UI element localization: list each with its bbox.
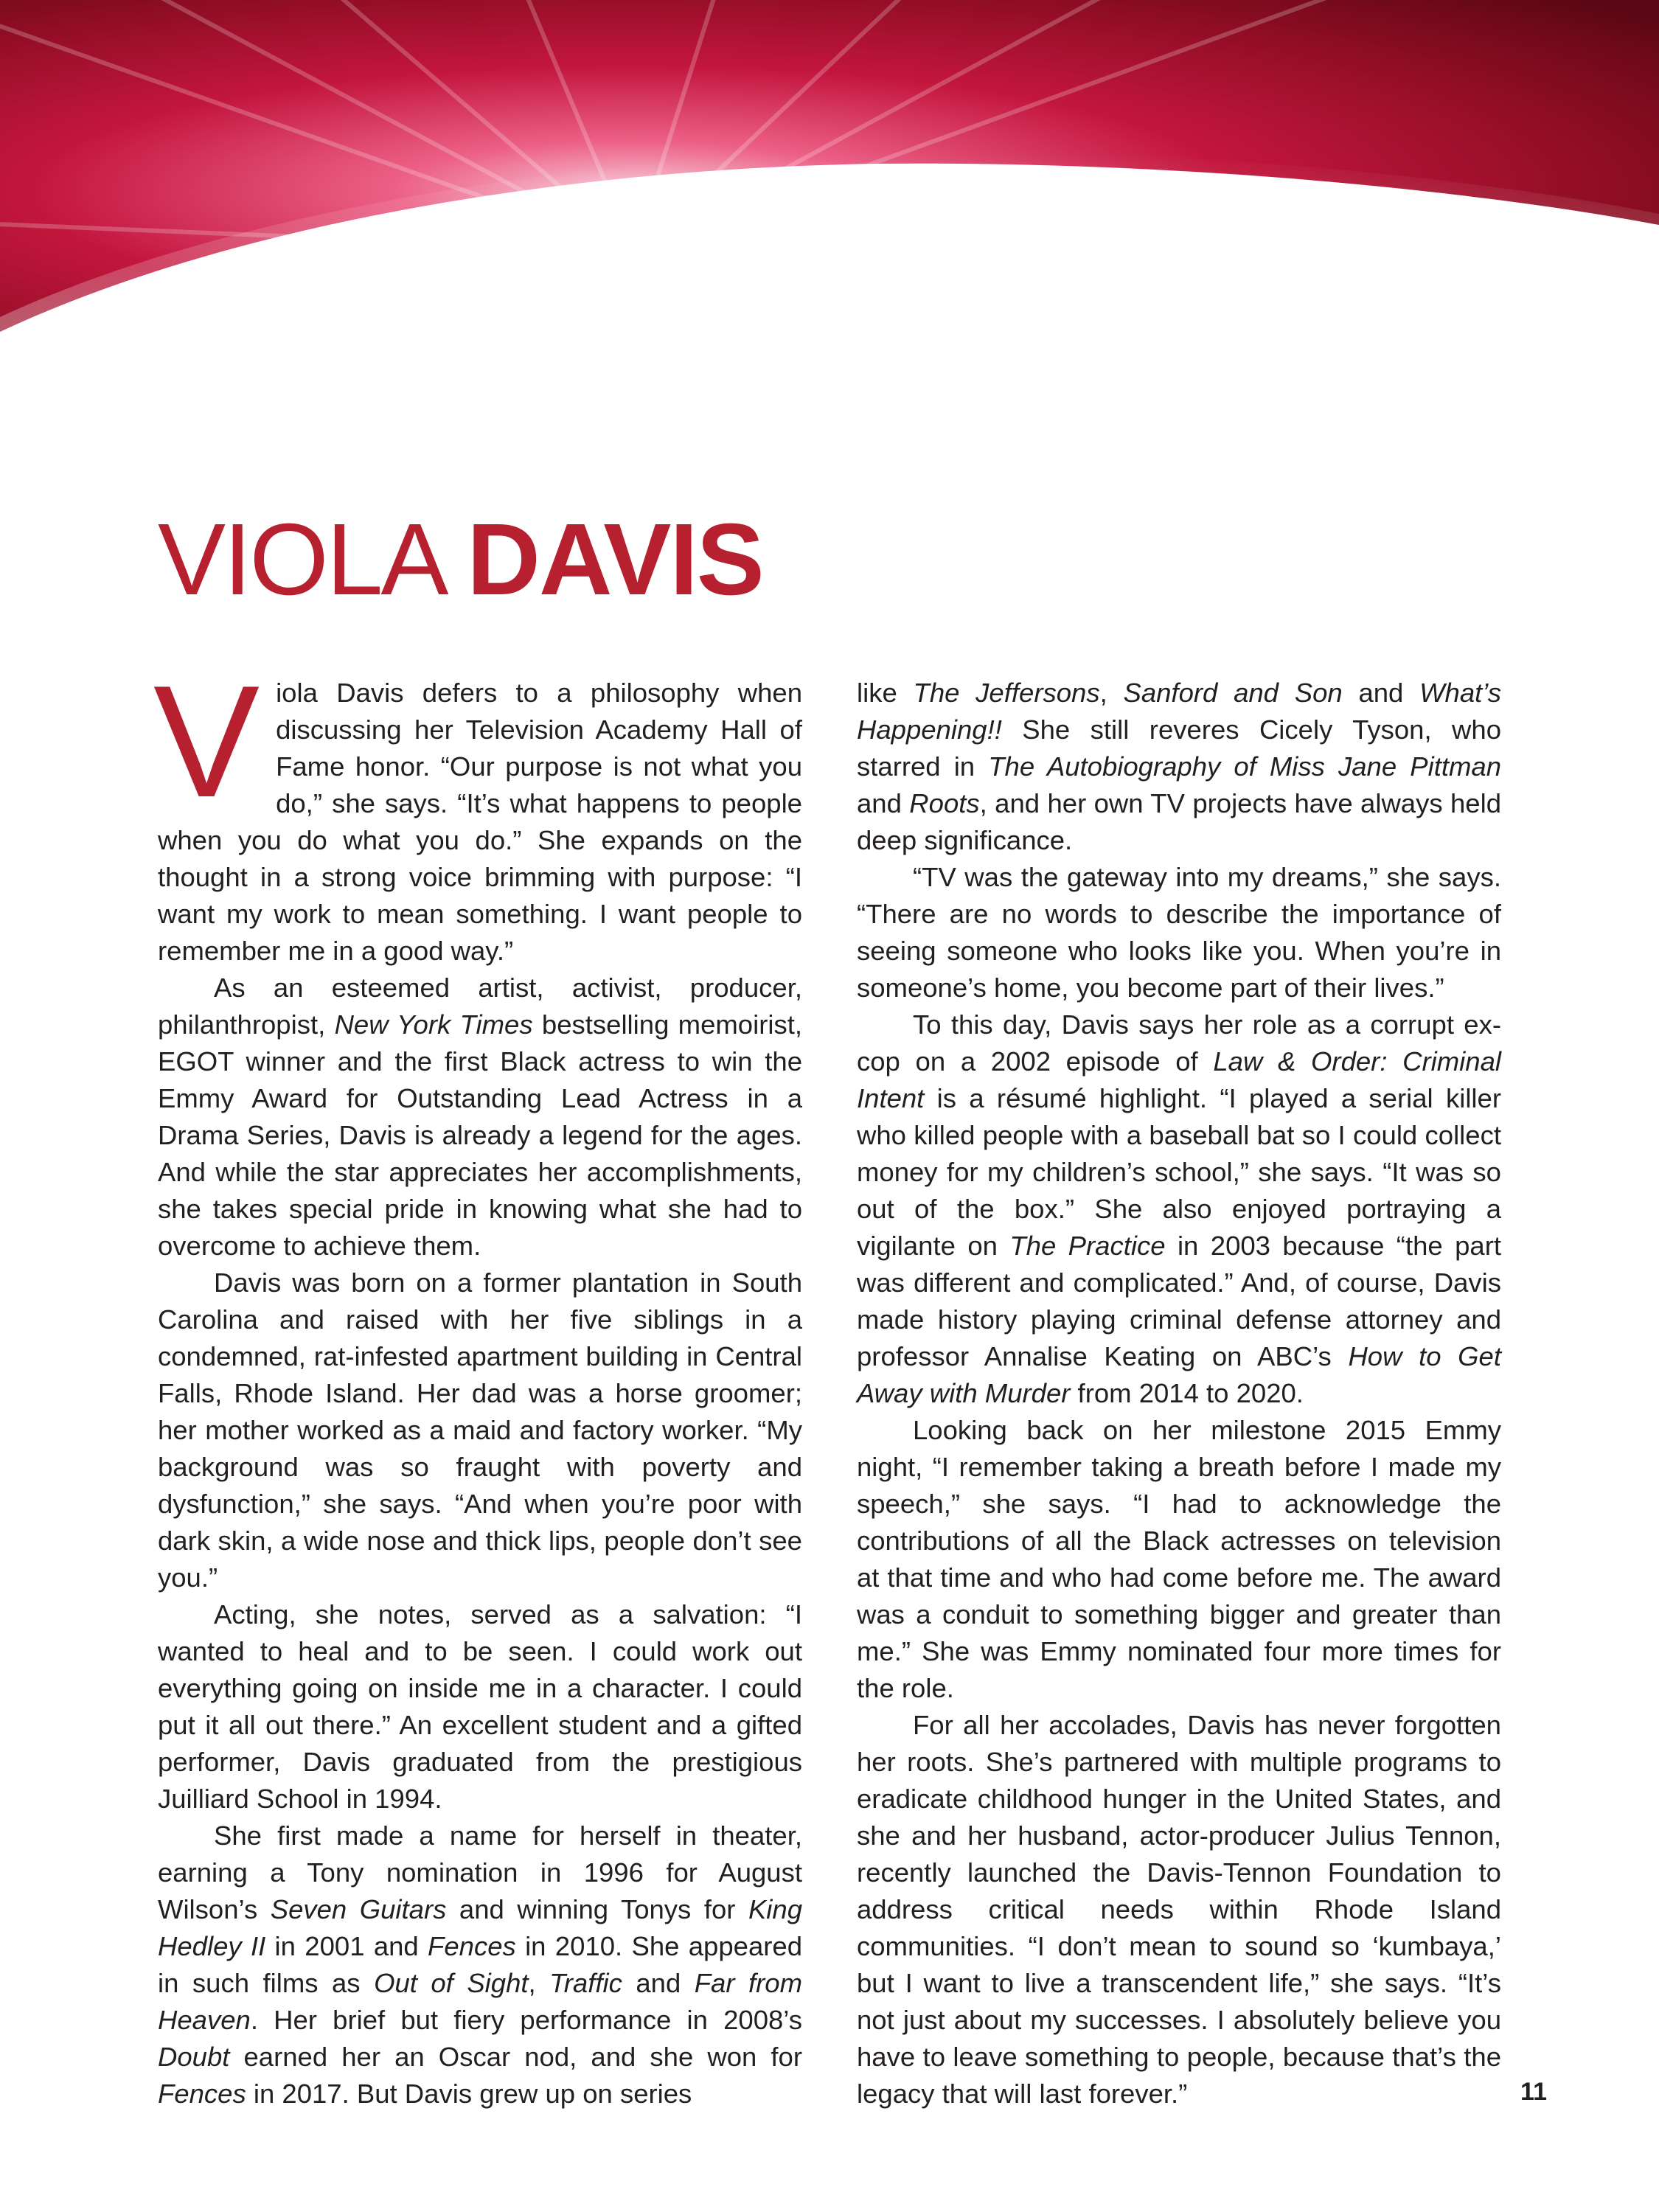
italic-title: Fences [428, 1931, 516, 1961]
article-column-left [153, 652, 802, 2112]
article-title [158, 503, 763, 616]
text-run: in 2003 because “the part was different and complicated.” And, of course, Davis made history playing criminal defense attorney and professor Annalise Keating on ABC’s [857, 1231, 1501, 1371]
paragraph [158, 970, 802, 1265]
article-column-right [857, 675, 1501, 2112]
text-run: As an esteemed artist, activist, producer, philanthropist, [158, 973, 802, 1040]
text-run: , and her own TV projects have always held deep significance. [857, 788, 1502, 855]
italic-title: Far from Heaven [158, 1968, 802, 2035]
drop-cap: V [153, 652, 260, 830]
paragraph [857, 1006, 1501, 1412]
title-first-name: VIOLA [158, 503, 441, 616]
title-last-name: DAVIS [467, 503, 763, 616]
text-run: She first made a name for herself in theater, earning a Tony nomination in 1996 for August Wilson’s [158, 1820, 802, 1924]
text-run: Acting, she notes, served as a salvation: “I wanted to heal and to be seen. I could work out everything going on inside me in a character. I could put it all out there.” An excellent student and a gifted performer, Davis graduated from the prestigious Juilliard School in 1994. [158, 1599, 802, 1814]
text-run: For all her accolades, Davis has never forgotten her roots. She’s partnered with multiple programs to eradicate childhood hunger in the United States, and she and her husband, actor-producer Julius Tennon, recently launched the Davis-Tennon Foundation to address critical needs within Rhode Island communities. “I don’t mean to sound so ‘kumbaya,’ but I want to live a transcendent life,” she says. “It’s not just about my successes. I absolutely believe you have to leave something to people, because that’s the legacy that will last forever.” [857, 1710, 1501, 2109]
page-number: 11 [1520, 2078, 1547, 2106]
paragraph [153, 652, 802, 970]
italic-title: Traffic [549, 1968, 622, 1998]
italic-title: Law & Order: Criminal Intent [857, 1046, 1502, 1113]
text-run: in 2010. She appeared in such films as [158, 1931, 802, 1998]
italic-title: Out of Sight [374, 1968, 529, 1998]
text-run: To this day, Davis says her role as a corrupt ex-cop on a 2002 episode of [857, 1009, 1501, 1077]
italic-title: The Practice [1009, 1231, 1166, 1261]
italic-title: King Hedley II [158, 1894, 802, 1961]
text-run: bestselling memoirist, EGOT winner and the first Black actress to win the Emmy Award for Outstanding Lead Actress in a Drama Series, Davis is already a legend for the ages. And while the star appreciates her accomplishments, she takes special pride in knowing what she had to overcome to achieve them. [158, 1009, 802, 1261]
paragraph [857, 1412, 1501, 1707]
text-run: “TV was the gateway into my dreams,” she says. “There are no words to describe the importance of seeing someone who looks like you. When you’re in someone’s home, you become part of their lives.” [857, 862, 1501, 1003]
text-run: from 2014 to 2020. [1070, 1378, 1304, 1408]
text-run: in 2001 and [265, 1931, 428, 1961]
hero-banner [0, 0, 1659, 347]
italic-title: What’s Happening!! [857, 678, 1501, 745]
italic-title: New York Times [334, 1009, 533, 1040]
text-run: and [1342, 678, 1420, 708]
text-run: She still reveres Cicely Tyson, who starred in [857, 714, 1501, 782]
text-run: like [857, 678, 914, 708]
text-run: . Her brief but fiery performance in 2008’s [250, 2005, 802, 2035]
paragraph [857, 859, 1501, 1006]
text-run: in 2017. But Davis grew up on series [246, 2079, 692, 2109]
text-run: earned her an Oscar nod, and she won for [229, 2042, 802, 2072]
italic-title: Seven Guitars [270, 1894, 447, 1924]
text-run: and [857, 788, 910, 818]
text-run: iola Davis defers to a philosophy when discussing her Television Academy Hall of Fame honor. “Our purpose is not what you do,” she says. “It’s what happens to people when you do what you do.” She expands on the thought in a strong voice brimming with purpose: “I want my work to mean something. I want people to remember me in a good way.” [158, 678, 802, 966]
italic-title: Sanford and Son [1123, 678, 1343, 708]
text-run: is a résumé highlight. “I played a serial killer who killed people with a baseball bat so I could collect money for my children’s school,” she says. “It was so out of the box.” She also enjoyed portraying a vigilante on [857, 1083, 1501, 1261]
paragraph [857, 1707, 1501, 2112]
italic-title: Roots [909, 788, 980, 818]
italic-title: Fences [158, 2079, 246, 2109]
text-run: and [622, 1968, 695, 1998]
paragraph [158, 1596, 802, 1818]
italic-title: The Autobiography of Miss Jane Pittman [988, 751, 1502, 782]
paragraph [158, 1818, 802, 2112]
italic-title: The Jeffersons [913, 678, 1100, 708]
text-run: , [528, 1968, 550, 1998]
text-run: Looking back on her milestone 2015 Emmy night, “I remember taking a breath before I made my speech,” she says. “I had to acknowledge the contributions of all the Black actresses on television at that time and who had come before me. The award was a conduit to something bigger and greater than me.” She was Emmy nominated four more times for the role. [857, 1415, 1501, 1703]
text-run: Davis was born on a former plantation in South Carolina and raised with her five siblings in a condemned, rat-infested apartment building in Central Falls, Rhode Island. Her dad was a horse groomer; her mother worked as a maid and factory worker. “My background was so fraught with poverty and dysfunction,” she says. “And when you’re poor with dark skin, a wide nose and thick lips, people don’t see you.” [158, 1267, 802, 1593]
italic-title: How to Get Away with Murder [857, 1341, 1501, 1408]
paragraph [158, 1265, 802, 1596]
paragraph [857, 675, 1501, 859]
text-run: , [1099, 678, 1124, 708]
red-light-burst-graphic [0, 0, 1659, 347]
italic-title: Doubt [158, 2042, 230, 2072]
text-run: and winning Tonys for [446, 1894, 748, 1924]
